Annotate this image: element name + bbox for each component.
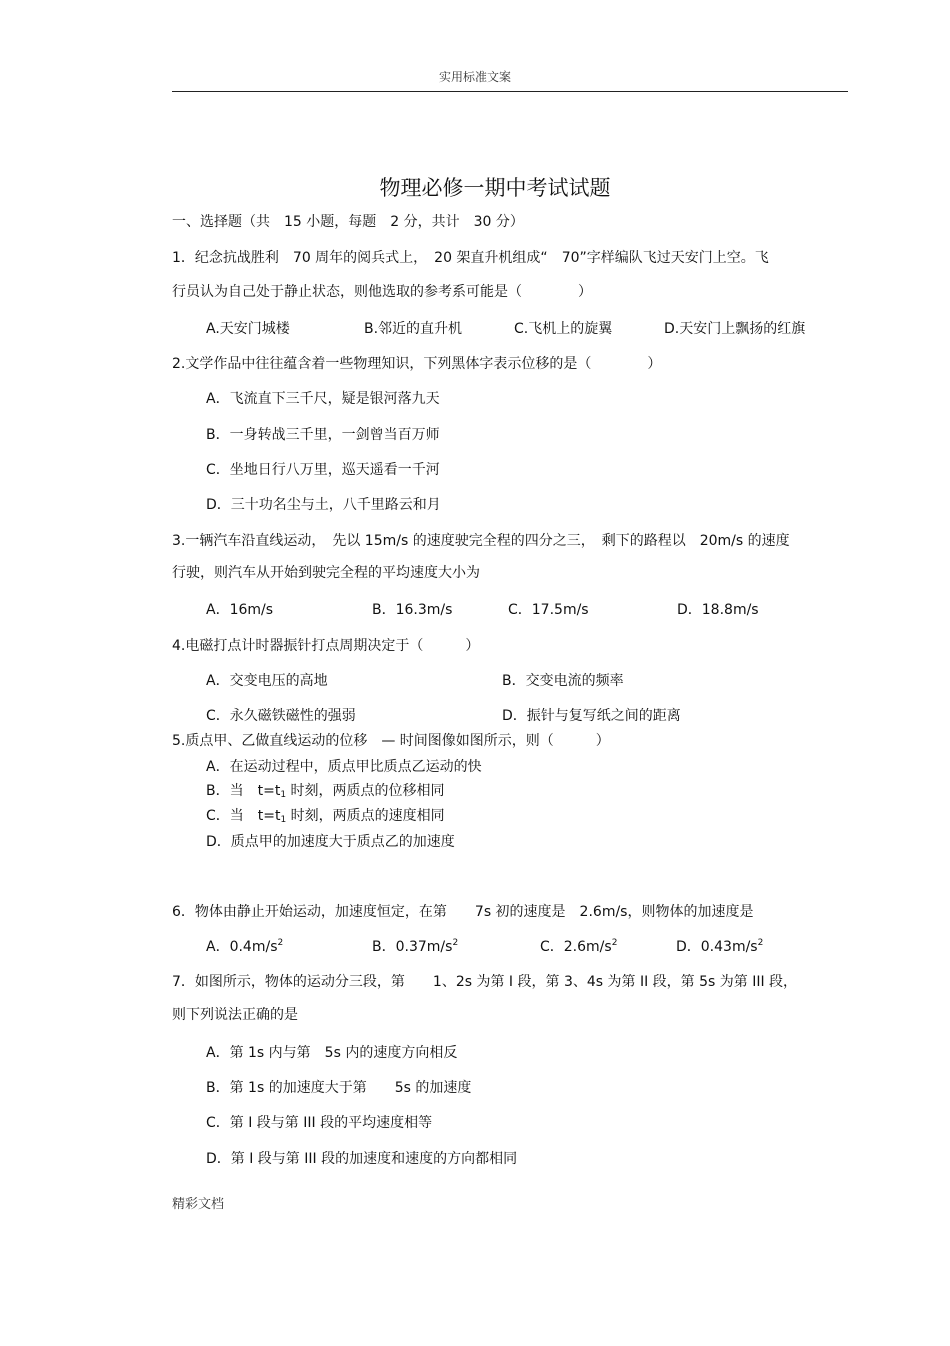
q3-option-c: C．17.5m/s xyxy=(508,602,589,618)
q6-option-d: D．$0.43m/s^2$ xyxy=(676,938,764,955)
q3-option-a: A．16m/s xyxy=(206,602,274,618)
q3-option-b: B．16.3m/s xyxy=(372,602,453,618)
q2-stem: 2.文学作品中往往蕴含着一些物理知识，下列黑体字表示位移的是（ ） xyxy=(172,356,662,372)
q6-stem: 6．物体由静止开始运动，加速度恒定，在第 7s 初的速度是 2.6m/s，则物体的加速度是 xyxy=(172,904,754,920)
q5-option-a: A．在运动过程中，质点甲比质点乙运动的快 xyxy=(206,759,482,775)
q1-option-d: D.天安门上飘扬的红旗 xyxy=(664,321,806,337)
q4-option-c: C．永久磁铁磁性的强弱 xyxy=(206,708,356,724)
q4-option-a: A．交变电压的高地 xyxy=(206,673,328,689)
page-header: 实用标准文案 xyxy=(438,70,511,84)
q7-option-d: D．第 I 段与第 III 段的加速度和速度的方向都相同 xyxy=(206,1151,518,1167)
q4-stem: 4.电磁打点计时器振针打点周期决定于（ ） xyxy=(172,638,480,654)
q3-option-d: D．18.8m/s xyxy=(677,602,759,618)
q7-option-c: C．第 I 段与第 III 段的平均速度相等 xyxy=(206,1115,433,1131)
q5-stem: 5.质点甲、乙做直线运动的位移 — 时间图像如图所示，则（ ） xyxy=(172,733,610,749)
q2-option-d: D．三十功名尘与土，八千里路云和月 xyxy=(206,497,441,513)
q2-option-b: B．一身转战三千里，一剑曾当百万师 xyxy=(206,427,440,443)
q7-option-b: B．第 1s 的加速度大于第 5s 的加速度 xyxy=(206,1080,472,1096)
q5-option-d: D．质点甲的加速度大于质点乙的加速度 xyxy=(206,834,455,850)
q7-line1: 7．如图所示，物体的运动分三段，第 1、2s 为第 I 段，第 3、4s 为第 II 段，第 5s 为第 III 段， xyxy=(172,974,798,990)
q5-option-c: C．当 $t=t_1$ 时刻，两质点的速度相同 xyxy=(206,808,445,825)
q7-line2: 则下列说法正确的是 xyxy=(172,1007,298,1023)
header-rule xyxy=(172,91,848,92)
q2-option-c: C．坐地日行八万里，巡天遥看一千河 xyxy=(206,462,440,478)
section-heading: 一、选择题（共 15 小题，每题 2 分，共计 30 分） xyxy=(172,214,524,230)
q7-option-a: A．第 1s 内与第 5s 内的速度方向相反 xyxy=(206,1045,458,1061)
q6-option-a: A．$0.4m/s^2$ xyxy=(206,938,284,955)
q1-option-c: C.飞机上的旋翼 xyxy=(514,321,613,337)
q1-option-b: B.邻近的直升机 xyxy=(364,321,463,337)
q1-option-a: A.天安门城楼 xyxy=(206,321,290,337)
page-title: 物理必修一期中考试试题 xyxy=(379,176,611,200)
q3-line2: 行驶，则汽车从开始到驶完全程的平均速度大小为 xyxy=(172,565,480,581)
q4-option-b: B．交变电流的频率 xyxy=(502,673,624,689)
q6-option-b: B．$0.37m/s^2$ xyxy=(372,938,459,955)
page-footer: 精彩文档 xyxy=(172,1197,225,1212)
q4-option-d: D．振针与复写纸之间的距离 xyxy=(502,708,681,724)
q3-line1: 3.一辆汽车沿直线运动， 先以 15m/s 的速度驶完全程的四分之三， 剩下的路程以 20m/s 的速度 xyxy=(172,533,790,549)
q2-option-a: A．飞流直下三千尺，疑是银河落九天 xyxy=(206,391,440,407)
q1-line2: 行员认为自己处于静止状态，则他选取的参考系可能是（ ） xyxy=(172,284,592,300)
q6-option-c: C．$2.6m/s^2$ xyxy=(540,938,618,955)
q1-line1: 1．纪念抗战胜利 70 周年的阅兵式上， 20 架直升机组成“ 70”字样编队飞过天安门上空。飞 xyxy=(172,250,769,266)
q5-option-b: B．当 $t=t_1$ 时刻，两质点的位移相同 xyxy=(206,783,445,800)
